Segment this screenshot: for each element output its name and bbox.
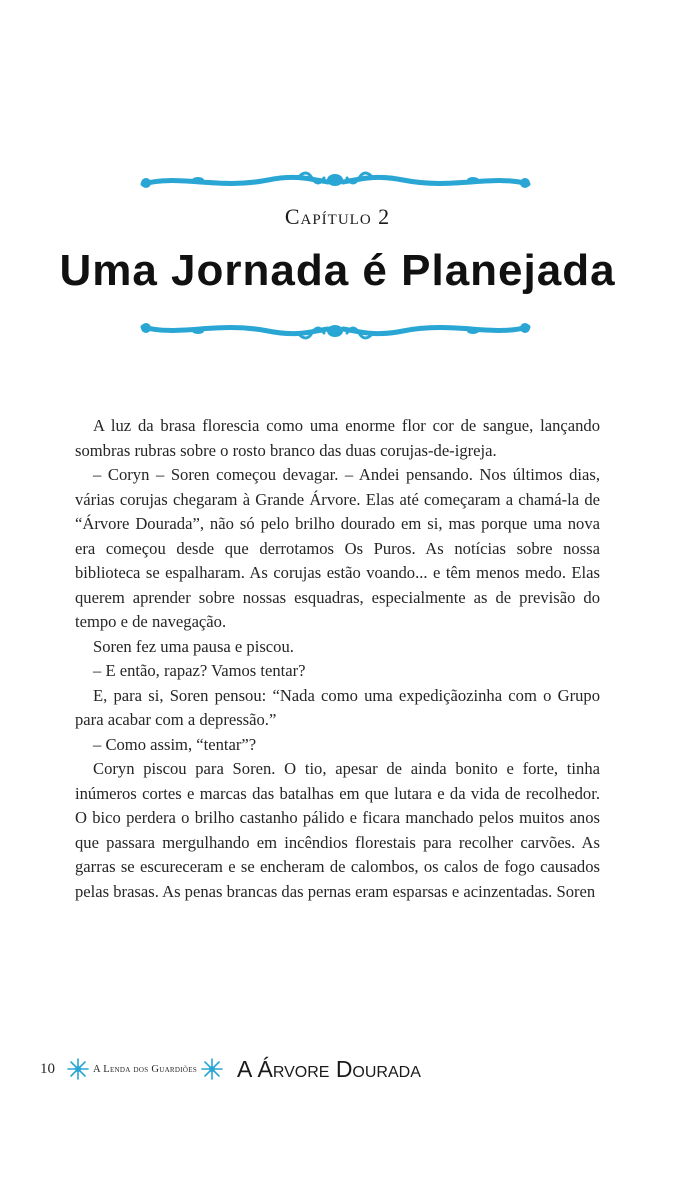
paragraph: – Coryn – Soren começou devagar. – Andei pensando. Nos últimos dias, várias corujas chegaram à Grande Árvore. Elas até começaram a chamá-la de “Árvore Dourada”, não só pelo brilho dourado em si, mas porque uma nova era começou desde que derrotamos Os Puros. As notícias sobre nossa biblioteca se espalharam. As corujas estão voando... e têm menos medo. Elas querem aprender sobre nossas esquadras, especialmente as de previsão do tempo e de navegação. (75, 465, 600, 631)
chapter-label: Capítulo 2 (284, 204, 391, 229)
top-ornament-flourish (138, 166, 533, 196)
chapter-title: Uma Jornada é Planejada (59, 246, 616, 295)
paragraph: Soren fez uma pausa e piscou. (93, 636, 294, 656)
bottom-ornament-flourish (138, 313, 533, 343)
series-title: A Lenda dos Guardiões (93, 1063, 198, 1075)
paragraph: – Como assim, “tentar”? (93, 734, 257, 754)
book-title: A Árvore Dourada (237, 1055, 421, 1082)
snowflake-icon (201, 1058, 223, 1080)
paragraph: E, para si, Soren pensou: “Nada como uma expediçãozinha com o Grupo para acabar com a depressão.” (75, 685, 600, 729)
chapter-body-text (75, 414, 600, 904)
paragraph: A luz da brasa florescia como uma enorme flor cor de sangue, lançando sombras rubras sobre o rosto branco das duas corujas-de-igreja. (75, 416, 600, 460)
page-footer (40, 1054, 421, 1084)
page-number: 10 (40, 1060, 55, 1077)
paragraph: Coryn piscou para Soren. O tio, apesar de ainda bonito e forte, tinha inúmeros cortes e marcas das batalhas em que lutara e da vida de recolhedor. O bico perdera o brilho castanho pálido e ficara manchado pelos muitos anos que passara mergulhando em incêndios florestais para recolher carvões. As garras se escureceram e se encheram de calombos, os calos de fogo causados pelas brasas. As penas brancas das pernas eram esparsas e acinzentadas. Soren (75, 759, 600, 901)
paragraph: – E então, rapaz? Vamos tentar? (93, 661, 306, 680)
snowflake-icon (67, 1058, 89, 1080)
